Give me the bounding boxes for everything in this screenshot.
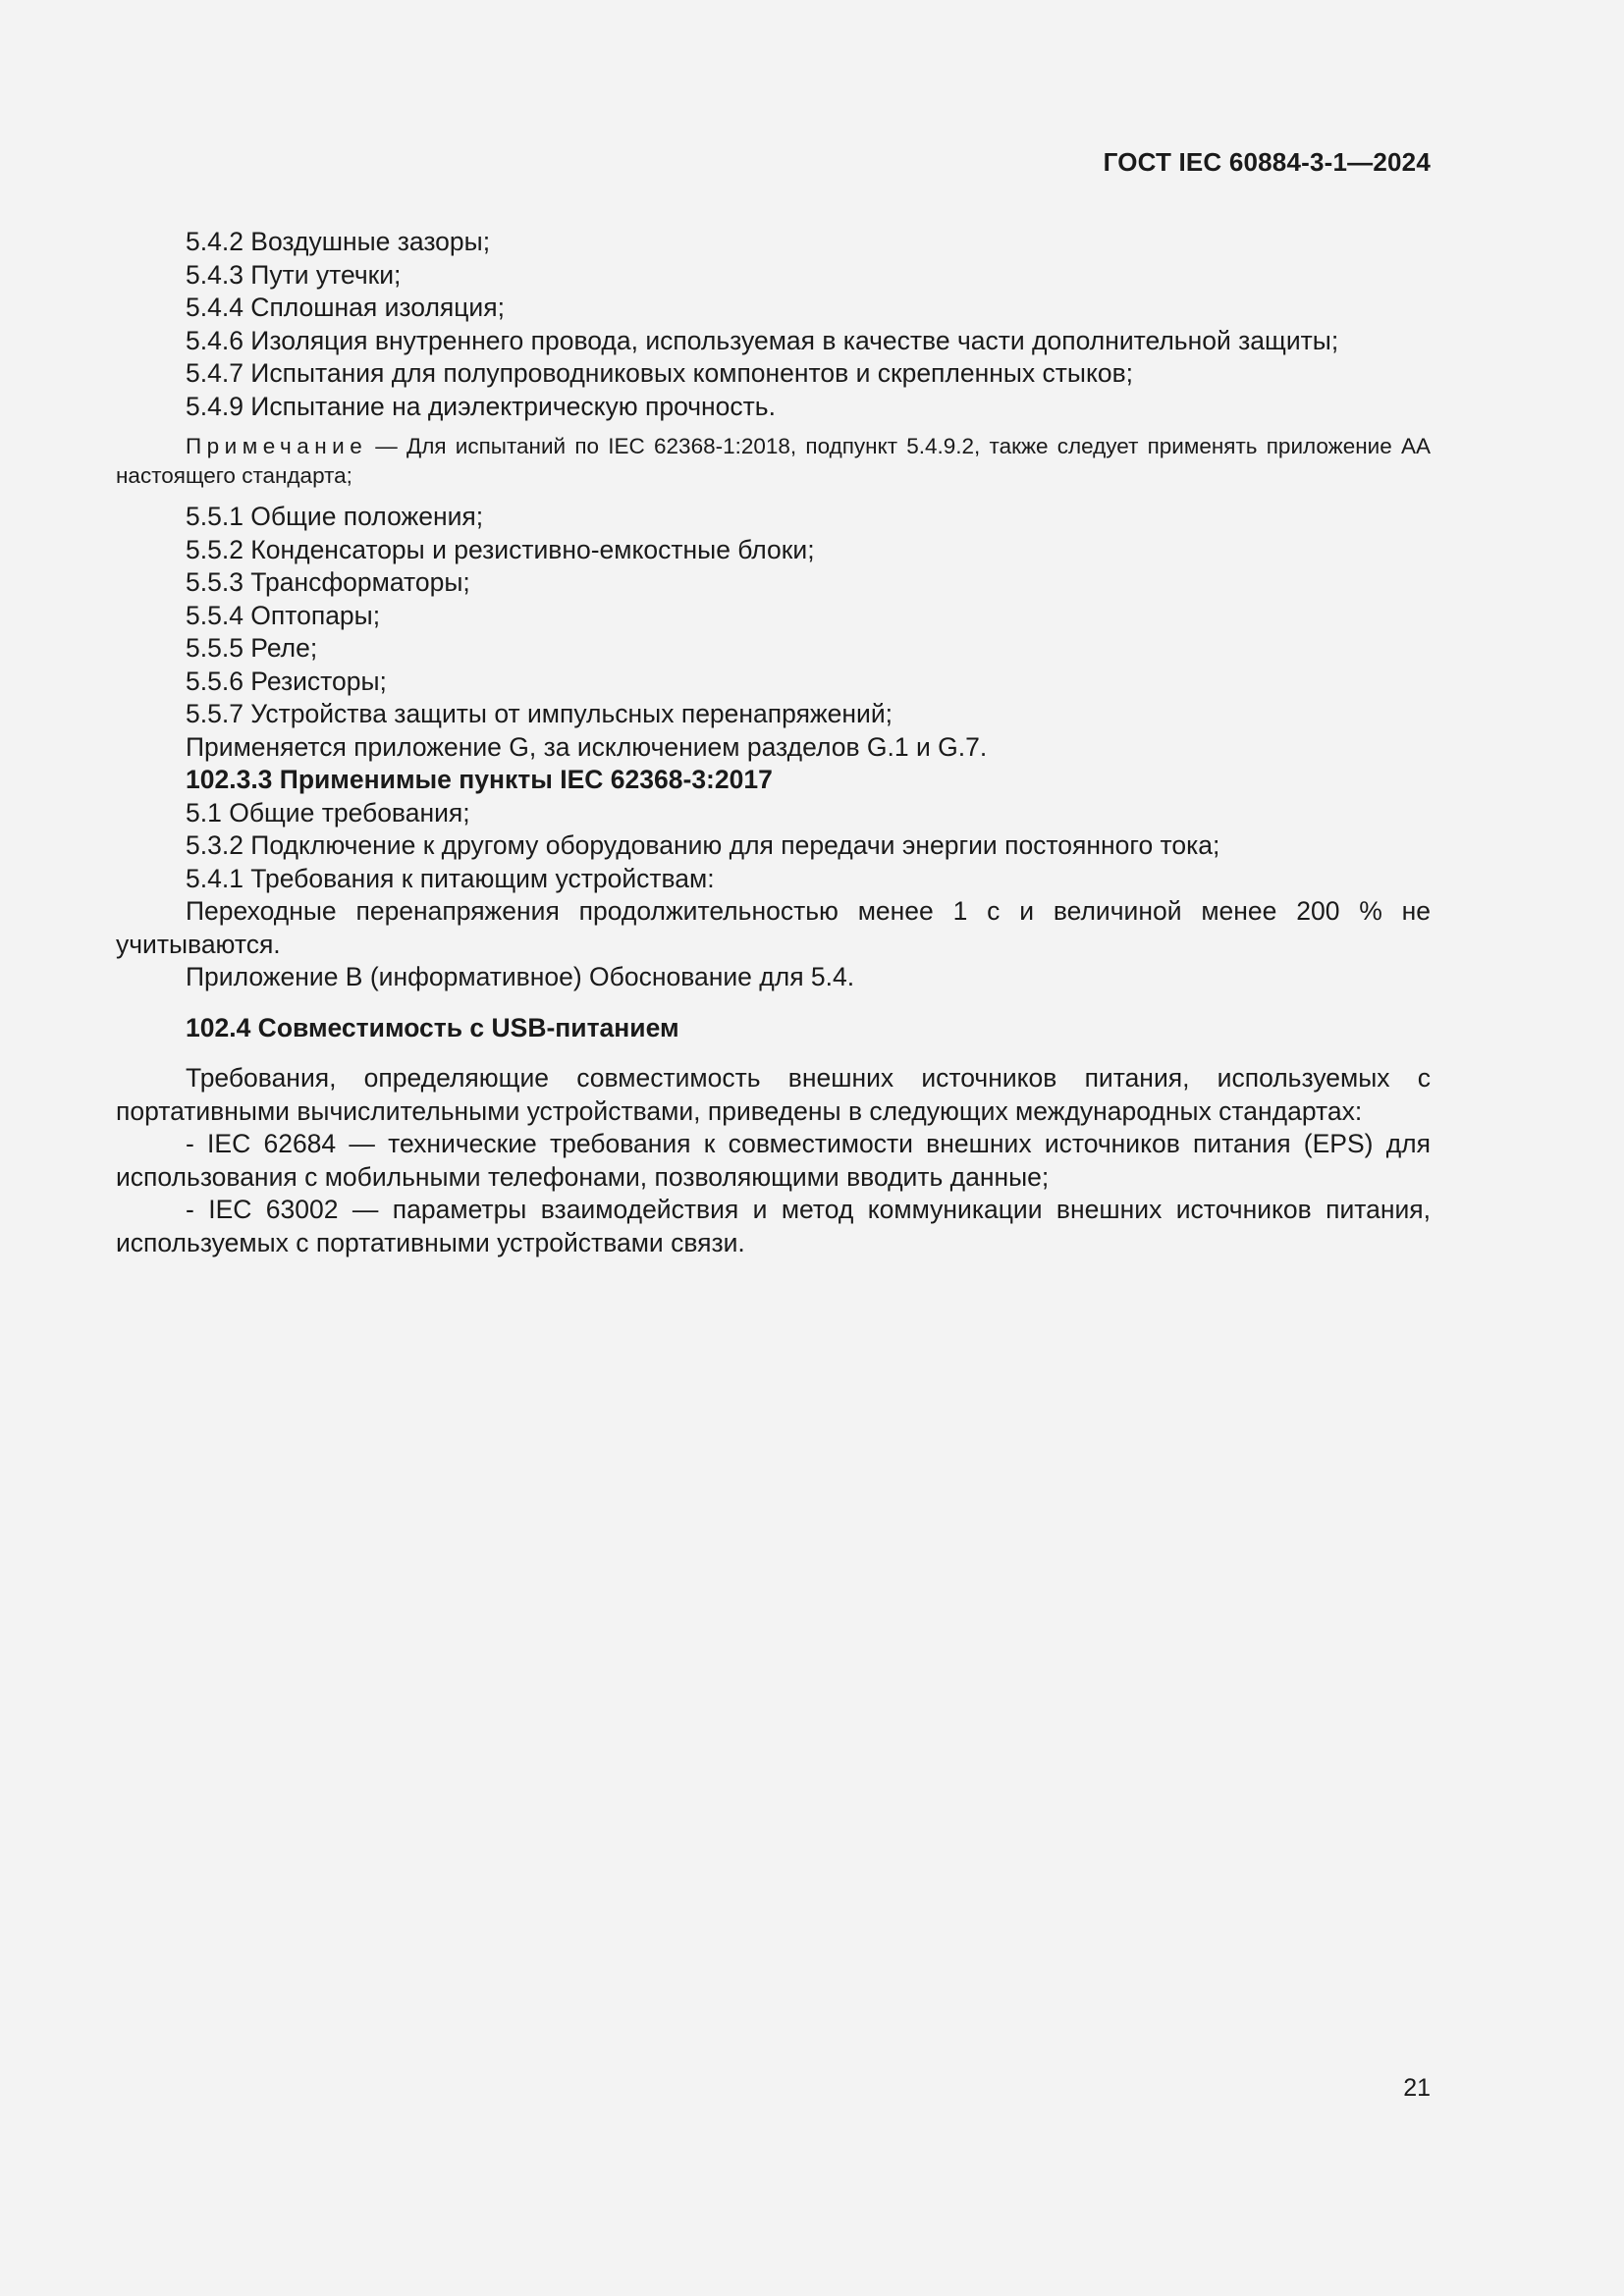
list-item: 5.4.7 Испытания для полупроводниковых компонентов и скрепленных стыков; <box>186 358 1134 388</box>
list-item: 5.3.2 Подключение к другому оборудованию для передачи энергии постоянного тока; <box>186 830 1220 860</box>
list-item: 5.4.3 Пути утечки; <box>186 259 402 290</box>
list-item: 5.4.9 Испытание на диэлектрическую прочность. <box>186 391 776 421</box>
list-item: 5.1 Общие требования; <box>186 797 470 828</box>
list-item: 5.4.6 Изоляция внутреннего провода, используемая в качестве части дополнительной защиты; <box>186 325 1339 355</box>
list-item: Применяется приложение G, за исключением разделов G.1 и G.7. <box>186 731 988 762</box>
list-item: 5.5.5 Реле; <box>186 633 318 663</box>
section-heading-102-3-3: 102.3.3 Применимые пункты IEC 62368-3:2017 <box>186 765 773 794</box>
paragraph: Требования, определяющие совместимость внешних источников питания, используемых с портативными вычислительными устройствами, приведены в следующих международных стандартах: <box>116 1063 1431 1126</box>
list-item: 5.5.3 Трансформаторы; <box>186 567 470 597</box>
document-header: ГОСТ IEC 60884-3-1—2024 <box>1103 147 1431 177</box>
list-item: 5.4.4 Сплошная изоляция; <box>186 293 505 322</box>
note <box>116 432 1431 491</box>
note-text: — Для испытаний по IEC 62368-1:2018, подпункт 5.4.9.2, также следует применять приложение АА настоящего стандарта; <box>116 434 1431 488</box>
list-item: 5.4.1 Требования к питающим устройствам: <box>186 863 715 893</box>
list-item: - IEC 62684 — технические требования к совместимости внешних источников питания (EPS) для использования с мобильными телефонами, позволяющими вводить данные; <box>116 1129 1431 1192</box>
list-item: 5.4.2 Воздушные зазоры; <box>186 227 491 256</box>
list-item: 5.5.2 Конденсаторы и резистивно-емкостные блоки; <box>186 534 815 564</box>
page-number: 21 <box>1403 2074 1431 2102</box>
list-item: 5.5.6 Резисторы; <box>186 666 387 696</box>
document-body <box>116 226 1431 1259</box>
list-item: 5.5.1 Общие положения; <box>186 502 484 531</box>
list-item: 5.5.4 Оптопары; <box>186 600 381 630</box>
list-item: - IEC 63002 — параметры взаимодействия и метод коммуникации внешних источников питания, используемых с портативными устройствами связи. <box>116 1195 1431 1257</box>
list-item: Приложение В (информативное) Обоснование для 5.4. <box>186 962 855 991</box>
note-label: Примечание <box>186 434 368 458</box>
list-item: 5.5.7 Устройства защиты от импульсных перенапряжений; <box>186 699 893 728</box>
paragraph: Переходные перенапряжения продолжительностью менее 1 с и величиной менее 200 % не учитываются. <box>116 896 1431 959</box>
section-heading-102-4: 102.4 Совместимость с USB-питанием <box>186 1012 679 1042</box>
